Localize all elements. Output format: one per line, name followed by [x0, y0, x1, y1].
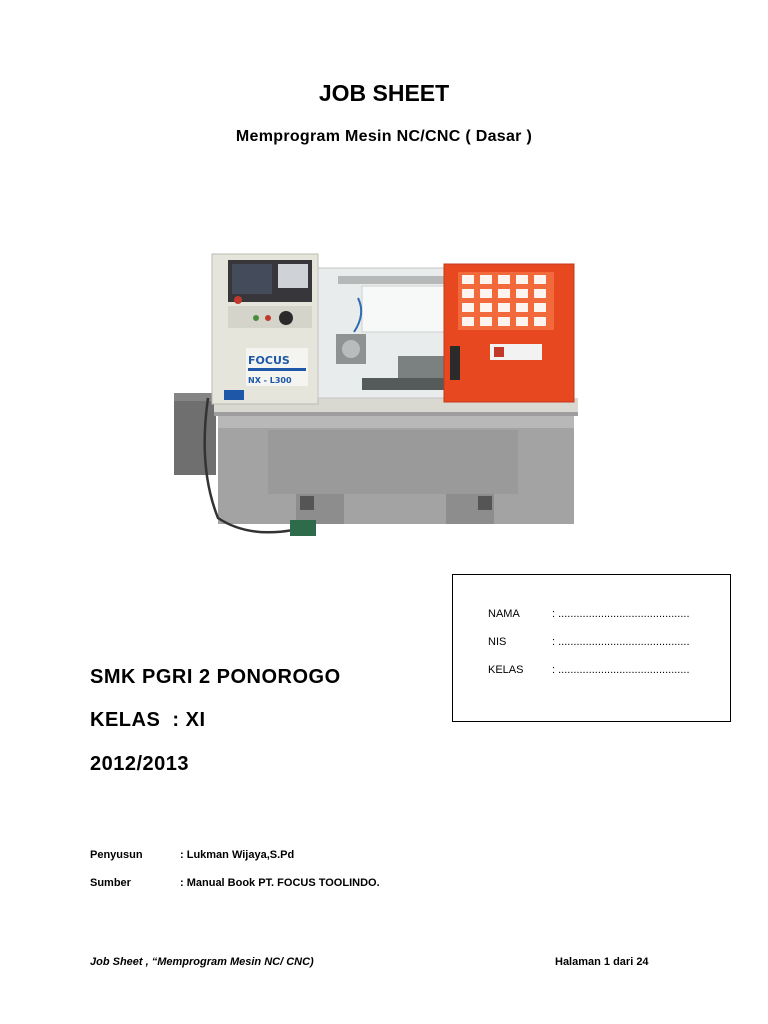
info-label: NAMA	[488, 608, 520, 620]
footer-page-number: Halaman 1 dari 24	[555, 956, 649, 968]
machine-brand-label: FOCUS	[248, 354, 290, 367]
class-level: KELAS : XI	[90, 709, 206, 731]
author-value: : Lukman Wijaya,S.Pd	[180, 849, 295, 861]
source-label: Sumber	[90, 877, 131, 889]
school-name: SMK PGRI 2 PONOROGO	[90, 666, 341, 688]
source-value: : Manual Book PT. FOCUS TOOLINDO.	[180, 877, 380, 889]
machine-model-label: NX - L300	[248, 376, 292, 385]
info-value-blank: : ...........................................	[552, 608, 690, 620]
info-label: NIS	[488, 636, 507, 648]
footer-document-title: Job Sheet , “Memprogram Mesin NC/ CNC)	[90, 956, 314, 968]
info-label: KELAS	[488, 664, 524, 676]
info-row-nis	[488, 636, 690, 648]
page-title: JOB SHEET	[318, 80, 450, 106]
student-info-box	[452, 574, 731, 722]
author-row	[90, 849, 294, 861]
author-label: Penyusun	[90, 849, 143, 861]
cnc-lathe-image	[168, 238, 580, 540]
info-row-kelas	[488, 664, 690, 676]
source-row	[90, 877, 380, 889]
academic-year: 2012/2013	[90, 753, 190, 775]
page-subtitle: Memprogram Mesin NC/CNC ( Dasar )	[235, 128, 533, 145]
info-value-blank: : ...........................................	[552, 664, 690, 676]
info-value-blank: : ...........................................	[552, 636, 690, 648]
info-row-nama	[488, 608, 690, 620]
